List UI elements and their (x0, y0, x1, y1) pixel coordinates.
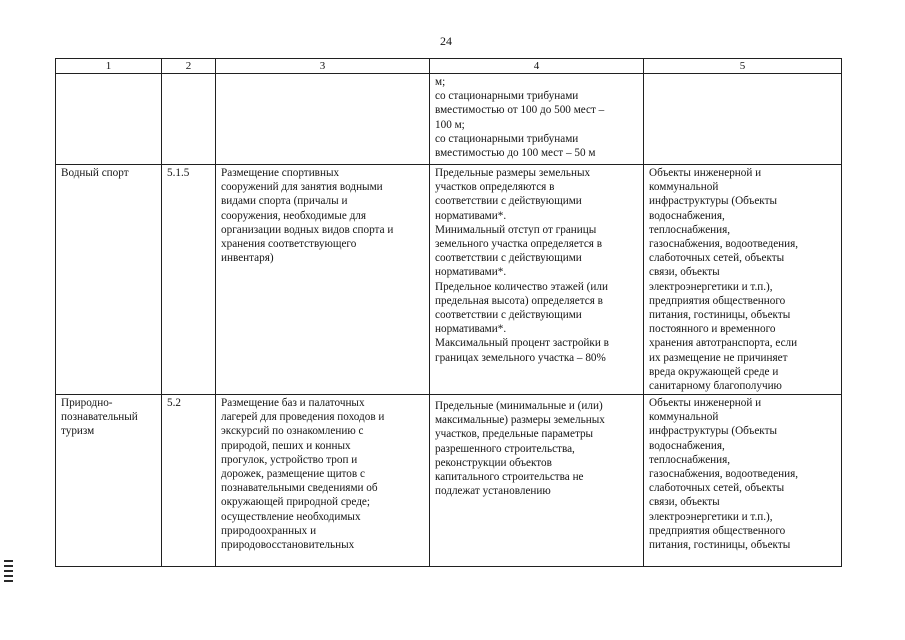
cell-text-line: разрешенного строительства, (435, 442, 575, 455)
cell-text-line: инфраструктуры (Объекты (649, 425, 778, 438)
cell-text-line: туризм (61, 425, 95, 438)
column-header: 1 (56, 59, 162, 74)
cell-text-line: подлежат установлению (435, 485, 551, 498)
table-row (56, 395, 842, 567)
column-header: 5 (644, 59, 842, 74)
cell-text-line: коммунальной (649, 411, 719, 424)
cell-text-line: со стационарными трибунами (435, 90, 579, 103)
cell-text-line: окружающей природной среде; (221, 496, 370, 509)
cell-text-line: слаботочных сетей, объекты (649, 482, 785, 495)
cell-text-line: Максимальный процент застройки в (435, 337, 609, 350)
cell-text-line: питания, гостиницы, объекты (649, 539, 791, 552)
cell-text-line: соответствии с действующими (435, 195, 582, 208)
cell-text-line: нормативами*. (435, 266, 507, 279)
cell-text-line: сооружений для занятия водными (221, 181, 383, 194)
use-description-cell (216, 74, 430, 165)
use-code-cell: 5.1.5 (162, 165, 216, 395)
cell-text-line: хранения автотранспорта, если (649, 337, 798, 350)
cell-text-line: теплоснабжения, (649, 223, 731, 236)
cell-text-line: питания, гостиницы, объекты (649, 309, 791, 322)
cell-text-line: познавательными сведениями об (221, 482, 378, 495)
cell-text-line: электроэнергетики и т.п.), (649, 280, 773, 293)
related-objects-cell (644, 395, 842, 567)
cell-text-line: границах земельного участка – 80% (435, 351, 606, 364)
cell-text-line: максимальные) размеры земельных (435, 414, 605, 427)
cell-text-line: Предельные (минимальные и (или) (435, 400, 603, 412)
cell-text-line: лагерей для проведения походов и (221, 411, 385, 424)
cell-text-line: природой, пеших и конных (221, 439, 351, 452)
cell-text-line: участков определяются в (435, 181, 555, 194)
cell-text-line: их размещение не причиняет (649, 351, 788, 364)
table-header-row (56, 59, 842, 74)
related-objects-cell (644, 165, 842, 395)
use-name-cell (56, 165, 162, 395)
cell-text-line: видами спорта (причалы и (221, 195, 348, 208)
related-objects-cell (644, 74, 842, 165)
cell-text-line: хранения соответствующего (221, 238, 357, 251)
cell-text-line: предприятия общественного (649, 524, 786, 537)
use-name-cell (56, 395, 162, 567)
cell-text-line: санитарному благополучию (649, 380, 782, 393)
cell-text-line: природоохранных и (221, 524, 317, 537)
cell-text-line: Объекты инженерной и (649, 397, 762, 409)
cell-text-line: капитального строительства не (435, 471, 584, 484)
use-parameters-cell (430, 395, 644, 567)
cell-text-line: связи, объекты (649, 266, 720, 279)
cell-text-line: прогулок, устройство троп и (221, 453, 358, 466)
cell-text-line: сооружения, необходимые для (221, 209, 367, 222)
use-parameters-cell (430, 74, 644, 165)
cell-text-line: теплоснабжения, (649, 453, 731, 466)
cell-text-line: Предельное количество этажей (или (435, 280, 608, 293)
cell-text-line: Минимальный отступ от границы (435, 223, 597, 236)
cell-text-line: соответствии с действующими (435, 252, 582, 265)
cell-text-line: м; (435, 76, 446, 88)
cell-text-line: электроэнергетики и т.п.), (649, 510, 773, 523)
use-name-cell (56, 74, 162, 165)
column-header: 4 (430, 59, 644, 74)
use-code-cell (162, 74, 216, 165)
cell-text-line: участков, предельные параметры (435, 428, 594, 441)
table-row (56, 74, 842, 165)
cell-text-line: инвентаря) (221, 252, 274, 265)
cell-text-line: постоянного и временного (649, 323, 776, 336)
cell-text-line: Объекты инженерной и (649, 167, 762, 179)
cell-text-line: коммунальной (649, 181, 719, 194)
cell-text-line: реконструкции объектов (435, 456, 552, 469)
cell-text-line: вреда окружающей среде и (649, 365, 779, 378)
land-use-table (55, 58, 842, 567)
cell-text-line: природовосстановительных (221, 539, 355, 552)
cell-text-line: водоснабжения, (649, 439, 725, 452)
cell-text-line: со стационарными трибунами (435, 132, 579, 145)
cell-text-line: нормативами*. (435, 209, 507, 222)
cell-text-line: Природно- (61, 397, 113, 409)
cell-text-line: Предельные размеры земельных (435, 167, 591, 179)
cell-text-line: предприятия общественного (649, 294, 786, 307)
cell-text-line: инфраструктуры (Объекты (649, 195, 778, 208)
cell-text-line: водоснабжения, (649, 209, 725, 222)
table-row (56, 165, 842, 395)
cell-text-line: слаботочных сетей, объекты (649, 252, 785, 265)
scan-edge-marks (4, 560, 13, 585)
cell-text-line: вместимостью от 100 до 500 мест – (435, 104, 605, 117)
cell-text-line: Размещение баз и палаточных (221, 397, 365, 409)
cell-text-line: организации водных видов спорта и (221, 223, 394, 236)
cell-text-line: нормативами*. (435, 323, 507, 336)
use-description-cell (216, 165, 430, 395)
cell-text-line: земельного участка определяется в (435, 238, 603, 251)
use-description-cell (216, 395, 430, 567)
cell-text-line: газоснабжения, водоотведения, (649, 238, 799, 251)
cell-text-line: Водный спорт (61, 167, 129, 179)
column-header: 2 (162, 59, 216, 74)
cell-text-line: экскурсий по ознакомлению с (221, 425, 364, 438)
cell-text-line: дорожек, размещение щитов с (221, 468, 365, 481)
cell-text-line: осуществление необходимых (221, 510, 361, 523)
cell-text-line: познавательный (61, 411, 138, 424)
cell-text-line: соответствии с действующими (435, 309, 582, 322)
cell-text-line: связи, объекты (649, 496, 720, 509)
use-parameters-cell (430, 165, 644, 395)
cell-text-line: Размещение спортивных (221, 167, 340, 179)
cell-text-line: газоснабжения, водоотведения, (649, 468, 799, 481)
cell-text-line: предельная высота) определяется в (435, 294, 603, 307)
page-number: 24 (440, 34, 452, 48)
cell-text-line: 100 м; (435, 118, 465, 131)
use-code-cell: 5.2 (162, 395, 216, 567)
cell-text-line: вместимостью до 100 мест – 50 м (435, 147, 596, 160)
column-header: 3 (216, 59, 430, 74)
